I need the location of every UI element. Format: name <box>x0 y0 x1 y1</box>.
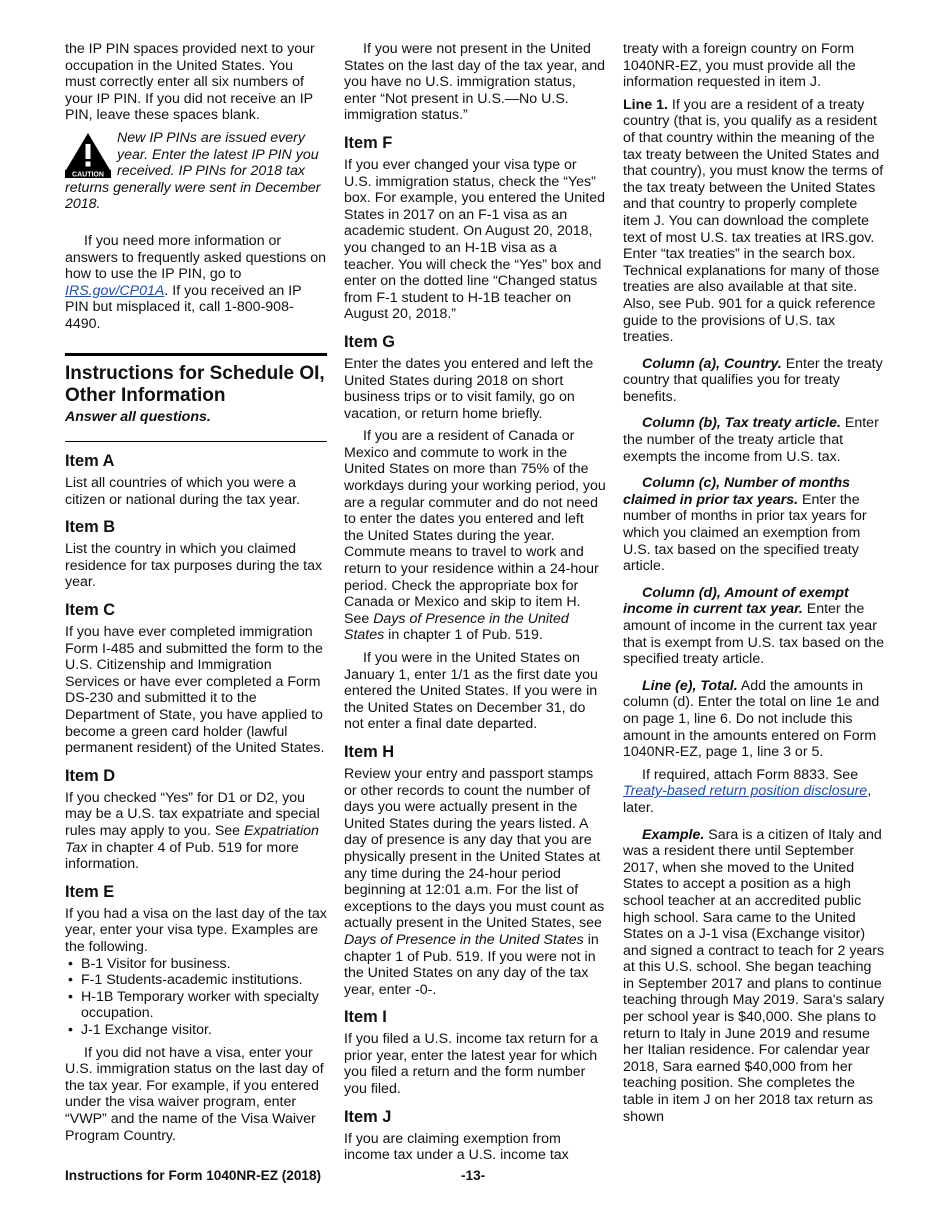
item-g-text-3: If you were in the United States on January 1, enter 1/1 as the first date you entered the United States. If you were in the United States on December 31, do not enter a final date departed. <box>344 650 598 733</box>
column-a-paragraph: Column (a), Country. Enter the treaty country that qualifies you for treaty benefits. <box>623 355 883 405</box>
item-d-text: If you checked “Yes” for D1 or D2, you may be a U.S. tax expatriate and special rules may apply to you. See Expatriation Tax in chapter 4 of Pub. 519 for more information. <box>65 789 320 873</box>
item-d-heading: Item D <box>65 766 116 785</box>
column-1 <box>65 41 327 1150</box>
list-item: • B-1 Visitor for business. <box>68 955 231 972</box>
item-a-heading: Item A <box>65 452 115 471</box>
list-item: • H-1B Temporary worker with specialty occupation. <box>68 988 319 1022</box>
form-8833-paragraph: If required, attach Form 8833. See Treaty-based return position disclosure, later. <box>623 766 872 816</box>
page-number: -13- <box>461 1168 486 1183</box>
item-a-text: List all countries of which you were a citizen or national during the tax year. <box>65 475 301 508</box>
item-e-heading: Item E <box>65 882 115 901</box>
item-i-text: If you filed a U.S. income tax return for a prior year, enter the latest year for which you filed a return and the form number you filed. <box>344 1031 598 1098</box>
not-present-paragraph: If you were not present in the United States on the last day of the tax year, and you have no U.S. immigration status, enter “Not present in U.S.—No U.S. immigration status.” <box>344 41 606 124</box>
column-3 <box>623 41 885 1131</box>
list-item: • J-1 Exchange visitor. <box>68 1021 212 1038</box>
treaty-disclosure-link[interactable]: Treaty-based return position disclosure <box>623 783 868 800</box>
ip-pin-paragraph: the IP PIN spaces provided next to your occupation in the United States. You must correctly enter all six numbers of your IP PIN. If you did not receive an IP PIN, leave these spaces blank. <box>65 41 315 124</box>
treaty-paragraph: treaty with a foreign country on Form 1040NR-EZ, you must provide all the information requested in item J. <box>623 41 856 91</box>
line-1-paragraph: Line 1. If you are a resident of a treaty country (that is, you qualify as a resident of that country within the meaning of the tax treaty between the United States and that country), you must know the terms of the tax treaty between the United States and that country to properly complete item J. You can download the complete text of most U.S. tax treaties at IRS.gov. Enter “tax treaties” in the search box. Technical explanations for many of those treaties are also available at that site. Also, see Pub. 901 for a quick reference guide to the provisions of U.S. tax treaties. <box>623 96 884 346</box>
visa-type-list <box>65 956 327 1039</box>
section-divider <box>65 441 327 442</box>
column-b-paragraph: Column (b), Tax treaty article. Enter the number of the treaty article that exempts the income from U.S. tax. <box>623 415 879 465</box>
more-info-paragraph: If you need more information or answers to frequently asked questions on how to use the IP PIN, go to IRS.gov/CP01A. If you received an IP PIN but misplaced it, call 1-800-908-4490. <box>65 232 327 332</box>
item-h-heading: Item H <box>344 742 395 761</box>
footer-form-title: Instructions for Form 1040NR-EZ (2018) <box>65 1168 322 1183</box>
item-f-heading: Item F <box>344 133 393 152</box>
item-j-heading: Item J <box>344 1107 392 1126</box>
item-c-text: If you have ever completed immigration Form I-485 and submitted the form to the U.S. Citizenship and Immigration Services or have ever completed a Form DS-230 and submitted it to the Department of State, you have applied to become a green card holder (lawful permanent resident) of the United States. <box>65 624 325 757</box>
item-e-text-2: If you did not have a visa, enter your U.S. immigration status on the last day of the tax year. For example, if you entered under the visa waiver program, enter “VWP” and the name of the Visa Waiver Program Country. <box>65 1044 324 1144</box>
irs-cp01a-link[interactable]: IRS.gov/CP01A <box>65 282 165 299</box>
item-b-text: List the country in which you claimed residence for tax purposes during the tax year. <box>65 541 323 591</box>
section-subtitle: Answer all questions. <box>65 408 211 425</box>
caution-label: CAUTION <box>72 171 104 178</box>
item-f-text: If you ever changed your visa type or U.S. immigration status, check the “Yes” box. For example, you entered the United States in 2017 on an F-1 visa as an academic student. On August 20, 2018, you changed to an H-1B visa as a teacher. You will check the “Yes” box and enter on the dotted line “Changed status from F-1 student to H-1B teacher on August 20, 2018.” <box>344 156 606 323</box>
item-c-heading: Item C <box>65 601 116 620</box>
column-d-paragraph: Column (d), Amount of exempt income in current tax year. Enter the amount of income in the current tax year that is exempt from U.S. tax based on the specified treaty article. <box>623 584 885 668</box>
caution-note <box>65 130 327 213</box>
list-item: • F-1 Students-academic institutions. <box>68 972 303 989</box>
item-g-heading: Item G <box>344 332 396 351</box>
caution-text: New IP PINs are issued every year. Enter the latest IP PIN you received. IP PINs for 2018 tax returns generally were sent in December 2018. <box>65 129 321 213</box>
line-e-paragraph: Line (e), Total. Add the amounts in column (d). Enter the total on line 1e and on page 1, line 6. Do not include this amount in the amounts entered on Form 1040NR-EZ, page 1, line 3 or 5. <box>623 677 880 761</box>
schedule-oi-section-header <box>65 353 327 426</box>
item-g-text-2: If you are a resident of Canada or Mexico and commute to work in the United States on more than 75% of the workdays during your working period, you are a regular commuter and do not need to enter the dates you entered and left the United States during the year. Commute means to travel to work and return to your residence within a 24-hour period. Check the appropriate box for Canada or Mexico and skip to item H. See Days of Presence in the United States in chapter 1 of Pub. 519. <box>344 428 606 644</box>
column-2 <box>344 41 606 1170</box>
item-i-heading: Item I <box>344 1008 387 1027</box>
section-title: Instructions for Schedule OI, Other Information <box>65 362 325 406</box>
caution-warning-icon <box>65 132 111 178</box>
item-h-text: Review your entry and passport stamps or other records to count the number of days you were actually present in the United States during the years listed. A day of presence is any day that you are physically present in the United States at any time during the 24-hour period beginning at 12:01 a.m. For the list of exceptions to the days you must count as actually present in the United States, see Days of Presence in the United States in chapter 1 of Pub. 519. If you were not in the United States on any day of the tax year, enter -0-. <box>344 765 605 998</box>
item-j-text: If you are claiming exemption from income tax under a U.S. income tax <box>344 1130 569 1164</box>
column-c-paragraph: Column (c), Number of months claimed in prior tax years. Enter the number of months in prior tax years for which you claimed an exemption from U.S. tax based on the specified treaty article. <box>623 475 867 575</box>
item-g-text-1: Enter the dates you entered and left the United States during 2018 on short business trips or to visit family, go on vacation, or return home briefly. <box>344 355 594 422</box>
item-b-heading: Item B <box>65 518 116 537</box>
example-paragraph: Example. Sara is a citizen of Italy and was a resident there until September 2017, when she moved to the United States to accept a position as a high school teacher at an accredited public high school. Sara came to the United States on a J-1 visa (Exchange visitor) and signed a contract to teach for 2 years at this U.S. school. She began teaching in September 2017 and plans to continue teaching through May 2019. Sara's salary per school year is $40,000. She plans to return to Italy in June 2019 and resume her Italian residence. For calendar year 2018, Sara earned $40,000 from her teaching position. She completes the table in item J on her 2018 tax return as shown <box>623 826 885 1125</box>
item-e-text: If you had a visa on the last day of the tax year, enter your visa type. Examples are the following. <box>65 905 327 955</box>
